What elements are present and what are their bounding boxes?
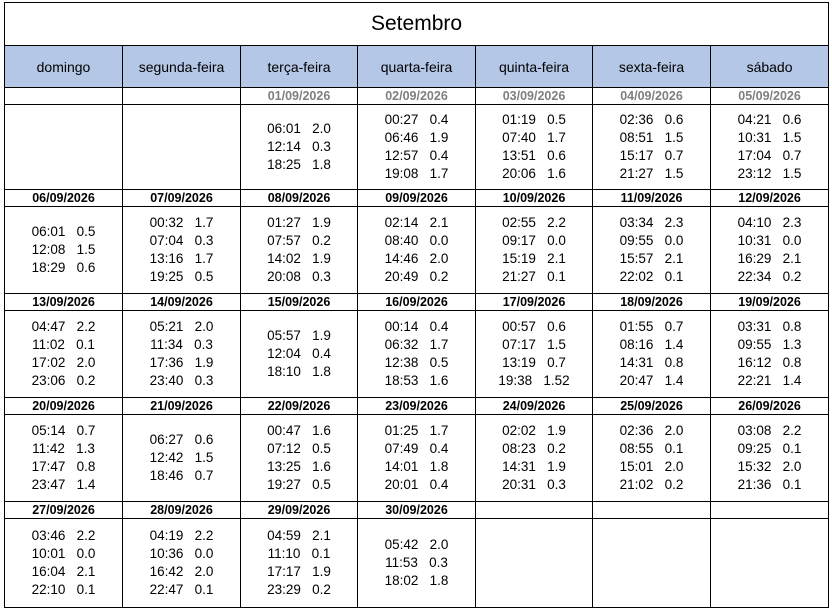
day-tides — [476, 311, 593, 398]
tide-entry: 11:42 1.3 — [32, 441, 95, 456]
tide-entry: 11:53 0.3 — [385, 555, 448, 570]
tide-entry: 06:01 0.5 — [31, 224, 96, 239]
tide-entry: 20:08 0.3 — [267, 269, 331, 284]
date-row — [5, 398, 829, 415]
day-tides — [711, 415, 829, 502]
day-tides — [123, 415, 241, 502]
tide-entry: 22:02 0.1 — [619, 269, 684, 284]
day-tides — [123, 519, 241, 608]
tide-entry: 14:31 1.9 — [502, 459, 566, 474]
tide-entry: 00:27 0.4 — [384, 112, 449, 127]
tide-entry: 17:02 2.0 — [31, 355, 96, 370]
tide-entry: 04:59 2.1 — [267, 528, 331, 543]
tide-entry: 21:27 1.5 — [619, 166, 684, 181]
tide-entry: 01:25 1.7 — [384, 423, 449, 438]
tide-entry: 17:04 0.7 — [737, 148, 802, 163]
tide-entry: 12:57 0.4 — [384, 148, 449, 163]
tide-entry: 23:06 0.2 — [31, 373, 96, 388]
tide-entry: 00:14 0.4 — [384, 319, 449, 334]
day-date: 13/09/2026 — [5, 294, 123, 311]
day-tides — [358, 105, 476, 190]
day-tides — [123, 311, 241, 398]
tide-entry: 18:53 1.6 — [384, 373, 449, 388]
tide-entry: 06:27 0.6 — [149, 432, 214, 447]
tide-entry: 13:16 1.7 — [149, 251, 214, 266]
tide-entry: 08:16 1.4 — [619, 337, 684, 352]
tide-entry: 11:02 0.1 — [32, 337, 95, 352]
tide-entry: 15:17 0.7 — [619, 148, 684, 163]
tide-entry: 07:40 1.7 — [502, 130, 566, 145]
tide-entry: 15:19 2.1 — [502, 251, 566, 266]
month-title: Setembro — [5, 3, 829, 46]
weekday-header: domingo — [5, 46, 123, 88]
tide-entry: 02:02 1.9 — [502, 423, 566, 438]
tide-entry: 12:08 1.5 — [31, 242, 96, 257]
weekday-header: sábado — [711, 46, 829, 88]
tide-calendar — [4, 2, 829, 608]
tide-entry: 16:29 2.1 — [737, 251, 802, 266]
tide-entry: 00:47 1.6 — [267, 423, 331, 438]
day-tides — [123, 207, 241, 294]
tide-entry: 07:17 1.5 — [502, 337, 566, 352]
day-date: 05/09/2026 — [711, 88, 829, 105]
tide-entry: 19:25 0.5 — [149, 269, 214, 284]
tide-entry: 03:08 2.2 — [737, 423, 802, 438]
tide-entry: 22:10 0.1 — [31, 582, 96, 597]
tide-entry: 02:55 2.2 — [502, 215, 566, 230]
day-tides — [476, 519, 593, 608]
tide-entry: 22:34 0.2 — [737, 269, 802, 284]
day-date: 11/09/2026 — [593, 190, 711, 207]
day-tides — [358, 311, 476, 398]
tide-entry: 14:02 1.9 — [267, 251, 331, 266]
weekday-header: segunda-feira — [123, 46, 241, 88]
day-date: 29/09/2026 — [241, 502, 358, 519]
tide-entry: 12:14 0.3 — [267, 139, 331, 154]
tide-entry: 04:47 2.2 — [31, 319, 96, 334]
day-date — [476, 502, 593, 519]
tide-entry: 00:32 1.7 — [149, 215, 214, 230]
day-date: 03/09/2026 — [476, 88, 593, 105]
tide-entry: 06:46 1.9 — [384, 130, 449, 145]
day-date: 08/09/2026 — [241, 190, 358, 207]
day-tides — [241, 415, 358, 502]
day-date: 27/09/2026 — [5, 502, 123, 519]
day-tides — [358, 519, 476, 608]
tide-entry: 04:10 2.3 — [737, 215, 802, 230]
tide-row — [5, 415, 829, 502]
tide-entry: 08:55 0.1 — [619, 441, 684, 456]
tide-entry: 20:47 1.4 — [619, 373, 684, 388]
tide-entry: 04:21 0.6 — [737, 112, 802, 127]
tide-entry: 09:17 0.0 — [502, 233, 566, 248]
day-date — [593, 502, 711, 519]
tide-entry: 01:27 1.9 — [267, 215, 331, 230]
day-tides — [5, 311, 123, 398]
day-tides — [5, 519, 123, 608]
tide-entry: 11:34 0.3 — [150, 337, 213, 352]
day-date: 19/09/2026 — [711, 294, 829, 311]
day-date: 07/09/2026 — [123, 190, 241, 207]
tide-entry: 11:10 0.1 — [267, 546, 331, 561]
tide-entry: 04:19 2.2 — [149, 528, 214, 543]
day-date: 15/09/2026 — [241, 294, 358, 311]
tide-entry: 03:31 0.8 — [737, 319, 802, 334]
tide-entry: 14:31 0.8 — [619, 355, 684, 370]
tide-entry: 14:46 2.0 — [384, 251, 449, 266]
tide-entry: 23:12 1.5 — [737, 166, 802, 181]
day-date: 26/09/2026 — [711, 398, 829, 415]
tide-entry: 03:34 2.3 — [619, 215, 684, 230]
tide-entry: 19:27 0.5 — [267, 477, 331, 492]
day-date: 10/09/2026 — [476, 190, 593, 207]
tide-entry: 05:42 2.0 — [384, 537, 449, 552]
tide-entry: 13:19 0.7 — [502, 355, 566, 370]
day-tides — [476, 415, 593, 502]
weekday-header: quinta-feira — [476, 46, 593, 88]
tide-row — [5, 311, 829, 398]
day-date — [5, 88, 123, 105]
day-date: 02/09/2026 — [358, 88, 476, 105]
tide-entry: 12:04 0.4 — [267, 346, 331, 361]
day-date: 04/09/2026 — [593, 88, 711, 105]
day-tides — [5, 415, 123, 502]
weekday-header: sexta-feira — [593, 46, 711, 88]
day-tides — [358, 415, 476, 502]
tide-entry: 07:49 0.4 — [384, 441, 449, 456]
tide-entry: 23:40 0.3 — [149, 373, 214, 388]
day-tides — [593, 207, 711, 294]
day-date: 21/09/2026 — [123, 398, 241, 415]
tide-entry: 18:10 1.8 — [267, 364, 331, 379]
calendar-body — [5, 88, 829, 608]
tide-entry: 20:01 0.4 — [384, 477, 449, 492]
tide-entry: 06:01 2.0 — [267, 121, 331, 136]
day-tides — [593, 519, 711, 608]
day-date: 01/09/2026 — [241, 88, 358, 105]
tide-entry: 15:01 2.0 — [619, 459, 684, 474]
tide-entry: 07:57 0.2 — [267, 233, 331, 248]
day-tides — [358, 207, 476, 294]
day-date: 14/09/2026 — [123, 294, 241, 311]
date-row — [5, 294, 829, 311]
day-date — [711, 502, 829, 519]
day-date: 18/09/2026 — [593, 294, 711, 311]
tide-row — [5, 105, 829, 190]
tide-entry: 18:25 1.8 — [267, 157, 331, 172]
weekday-header: terça-feira — [241, 46, 358, 88]
tide-entry: 17:36 1.9 — [149, 355, 214, 370]
date-row — [5, 502, 829, 519]
tide-entry: 10:31 1.5 — [737, 130, 802, 145]
day-tides — [593, 105, 711, 190]
day-tides — [476, 105, 593, 190]
tide-entry: 12:42 1.5 — [149, 450, 214, 465]
tide-entry: 08:23 0.2 — [502, 441, 566, 456]
tide-entry: 00:57 0.6 — [502, 319, 566, 334]
day-tides — [711, 311, 829, 398]
day-tides — [5, 105, 123, 190]
tide-row — [5, 519, 829, 608]
tide-entry: 10:36 0.0 — [149, 546, 214, 561]
tide-entry: 07:12 0.5 — [267, 441, 331, 456]
day-tides — [711, 207, 829, 294]
tide-entry: 08:51 1.5 — [619, 130, 684, 145]
tide-entry: 02:36 2.0 — [619, 423, 684, 438]
tide-entry: 21:27 0.1 — [502, 269, 566, 284]
tide-entry: 18:29 0.6 — [31, 260, 96, 275]
tide-entry: 18:46 0.7 — [149, 468, 214, 483]
day-date: 25/09/2026 — [593, 398, 711, 415]
tide-entry: 02:14 2.1 — [384, 215, 449, 230]
day-date — [123, 88, 241, 105]
date-row — [5, 88, 829, 105]
day-date: 06/09/2026 — [5, 190, 123, 207]
tide-entry: 23:47 1.4 — [31, 477, 96, 492]
tide-entry: 18:02 1.8 — [384, 573, 449, 588]
tide-entry: 09:25 0.1 — [737, 441, 802, 456]
tide-entry: 23:29 0.2 — [267, 582, 331, 597]
tide-entry: 13:51 0.6 — [502, 148, 566, 163]
tide-entry: 21:36 0.1 — [737, 477, 802, 492]
day-tides — [123, 105, 241, 190]
day-date: 30/09/2026 — [358, 502, 476, 519]
tide-entry: 13:25 1.6 — [267, 459, 331, 474]
tide-entry: 19:38 1.52 — [498, 373, 570, 388]
tide-entry: 10:01 0.0 — [31, 546, 96, 561]
tide-entry: 01:19 0.5 — [502, 112, 566, 127]
day-date: 28/09/2026 — [123, 502, 241, 519]
tide-entry: 10:31 0.0 — [737, 233, 802, 248]
day-tides — [241, 311, 358, 398]
day-date: 22/09/2026 — [241, 398, 358, 415]
day-tides — [5, 207, 123, 294]
tide-entry: 20:06 1.6 — [502, 166, 566, 181]
tide-entry: 05:14 0.7 — [31, 423, 96, 438]
tide-entry: 09:55 1.3 — [737, 337, 802, 352]
day-date: 16/09/2026 — [358, 294, 476, 311]
day-tides — [241, 519, 358, 608]
tide-entry: 08:40 0.0 — [384, 233, 449, 248]
tide-entry: 22:21 1.4 — [737, 373, 802, 388]
day-date: 20/09/2026 — [5, 398, 123, 415]
tide-entry: 01:55 0.7 — [619, 319, 684, 334]
tide-entry: 09:55 0.0 — [619, 233, 684, 248]
tide-entry: 15:57 2.1 — [619, 251, 684, 266]
day-tides — [593, 415, 711, 502]
weekday-header-row — [5, 46, 829, 88]
tide-entry: 19:08 1.7 — [384, 166, 449, 181]
tide-entry: 07:04 0.3 — [149, 233, 214, 248]
day-date: 23/09/2026 — [358, 398, 476, 415]
day-date: 24/09/2026 — [476, 398, 593, 415]
tide-entry: 02:36 0.6 — [619, 112, 684, 127]
day-tides — [711, 105, 829, 190]
day-tides — [241, 105, 358, 190]
tide-entry: 20:31 0.3 — [502, 477, 566, 492]
tide-entry: 22:47 0.1 — [149, 582, 214, 597]
tide-entry: 05:57 1.9 — [267, 328, 331, 343]
day-date: 17/09/2026 — [476, 294, 593, 311]
tide-entry: 21:02 0.2 — [619, 477, 684, 492]
tide-entry: 12:38 0.5 — [384, 355, 449, 370]
weekday-header: quarta-feira — [358, 46, 476, 88]
tide-entry: 15:32 2.0 — [737, 459, 802, 474]
day-tides — [593, 311, 711, 398]
tide-entry: 16:42 2.0 — [149, 564, 214, 579]
tide-entry: 05:21 2.0 — [149, 319, 214, 334]
date-row — [5, 190, 829, 207]
day-tides — [241, 207, 358, 294]
day-date: 09/09/2026 — [358, 190, 476, 207]
tide-entry: 17:17 1.9 — [267, 564, 331, 579]
day-tides — [476, 207, 593, 294]
day-tides — [711, 519, 829, 608]
tide-entry: 16:12 0.8 — [737, 355, 802, 370]
tide-entry: 03:46 2.2 — [31, 528, 96, 543]
tide-entry: 16:04 2.1 — [31, 564, 96, 579]
tide-entry: 20:49 0.2 — [384, 269, 449, 284]
day-date: 12/09/2026 — [711, 190, 829, 207]
tide-entry: 06:32 1.7 — [384, 337, 449, 352]
tide-entry: 14:01 1.8 — [384, 459, 449, 474]
tide-row — [5, 207, 829, 294]
tide-entry: 17:47 0.8 — [31, 459, 96, 474]
